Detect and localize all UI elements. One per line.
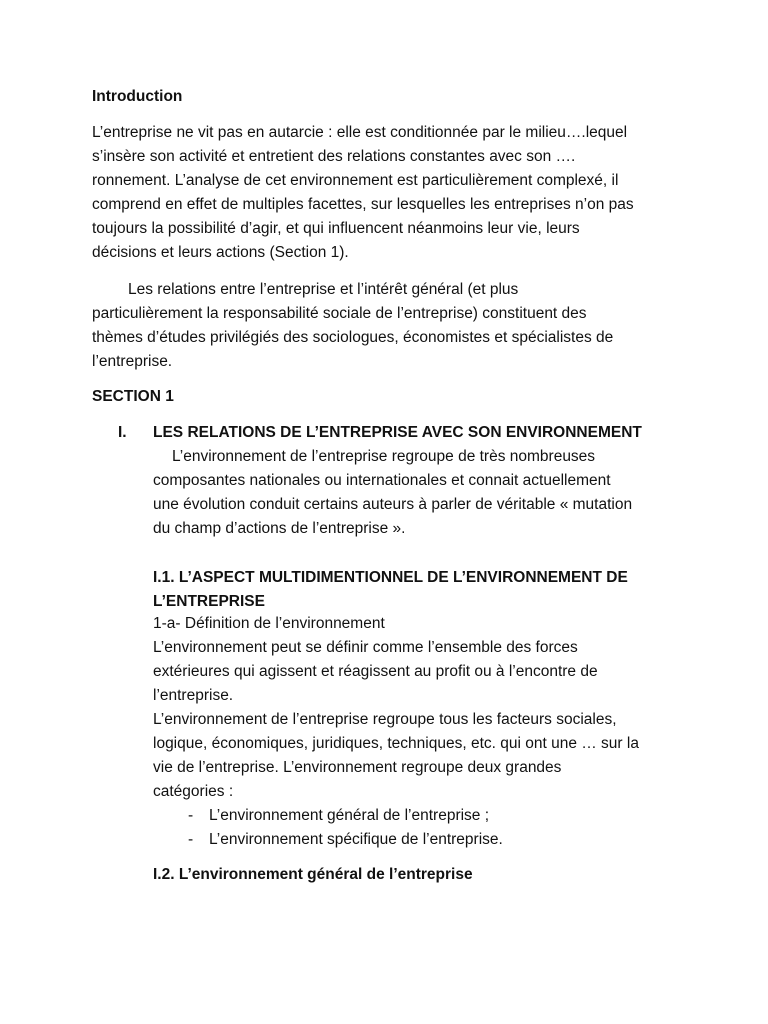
sub1-title-line: L’ENTREPRISE: [153, 593, 265, 610]
intro-paragraph1-line: L’entreprise ne vit pas en autarcie : elle est conditionnée par le milieu….lequel: [92, 124, 628, 141]
list-bullet: -: [188, 807, 194, 824]
intro-paragraph1-line: ronnement. L’analyse de cet environnement est particulièrement complexé, il: [92, 172, 619, 189]
part1-number: I.: [118, 424, 127, 441]
list-bullet: -: [188, 831, 194, 848]
sub2-title: I.2. L’environnement général de l’entreprise: [153, 866, 473, 883]
part1-title: LES RELATIONS DE L’ENTREPRISE AVEC SON ENVIRONNEMENT: [153, 424, 642, 441]
intro-paragraph1-line: toujours la possibilité d’agir, et qui influencent néanmoins leur vie, leurs: [92, 220, 580, 237]
definition-line: vie de l’entreprise. L’environnement regroupe deux grandes: [153, 759, 562, 776]
definition-line: L’environnement peut se définir comme l’ensemble des forces: [153, 639, 578, 656]
intro-paragraph2-line: particulièrement la responsabilité sociale de l’entreprise) constituent des: [92, 305, 587, 322]
introduction-heading: Introduction: [92, 88, 183, 105]
intro-paragraph2-line: l’entreprise.: [92, 353, 173, 370]
intro-paragraph2-line: Les relations entre l’entreprise et l’intérêt général (et plus: [128, 281, 519, 298]
definition-line: L’environnement de l’entreprise regroupe tous les facteurs sociales,: [153, 711, 617, 728]
list-item: L’environnement général de l’entreprise ;: [209, 807, 490, 824]
intro-paragraph1-line: décisions et leurs actions (Section 1).: [92, 244, 349, 261]
part1-paragraph-line: L’environnement de l’entreprise regroupe de très nombreuses: [172, 448, 596, 465]
part1-paragraph-line: une évolution conduit certains auteurs à parler de véritable « mutation: [153, 496, 633, 513]
list-item: L’environnement spécifique de l’entreprise.: [209, 831, 503, 848]
part1-paragraph-line: composantes nationales ou internationales et connait actuellement: [153, 472, 611, 489]
definition-line: catégories :: [153, 783, 234, 800]
sub1-title-line: I.1. L’ASPECT MULTIDIMENTIONNEL DE L’ENVIRONNEMENT DE: [153, 569, 628, 586]
definition-line: l’entreprise.: [153, 687, 234, 704]
section1-heading: SECTION 1: [92, 388, 174, 405]
intro-paragraph2-line: thèmes d’études privilégiés des sociologues, économistes et spécialistes de: [92, 329, 614, 346]
definition-line: logique, économiques, juridiques, techniques, etc. qui ont une … sur la: [153, 735, 639, 752]
part1-paragraph-line: du champ d’actions de l’entreprise ».: [153, 520, 406, 537]
intro-paragraph1-line: comprend en effet de multiples facettes, sur lesquelles les entreprises n’on pas: [92, 196, 634, 213]
definition-heading: 1-a- Définition de l’environnement: [153, 615, 385, 632]
intro-paragraph1-line: s’insère son activité et entretient des relations constantes avec son ….: [92, 148, 576, 165]
definition-line: extérieures qui agissent et réagissent au profit ou à l’encontre de: [153, 663, 598, 680]
